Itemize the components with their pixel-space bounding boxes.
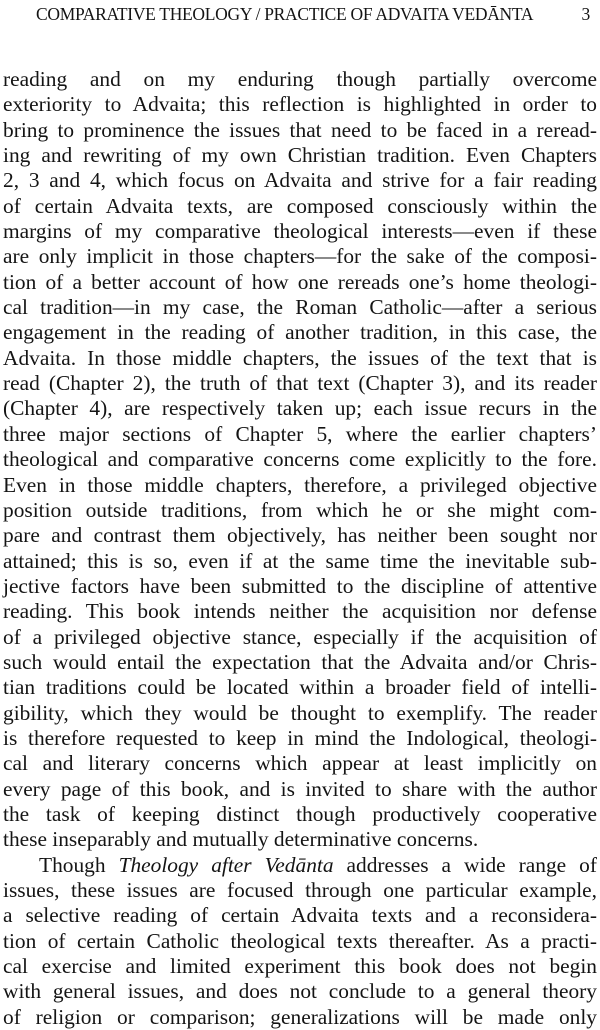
body-text xyxy=(3,67,597,1030)
text-line: 2, 3 and 4, which focus on Advaita and strive for a fair reading xyxy=(3,168,597,193)
text-line: cal exercise and limited experiment this book does not begin xyxy=(3,954,597,979)
text-line: every page of this book, and is invited to share with the author xyxy=(3,776,597,801)
text-line: reading and on my enduring though partially overcome xyxy=(3,67,597,91)
text-line: theological and comparative concerns come explicitly to the fore. xyxy=(3,447,597,472)
text-line: exteriority to Advaita; this reflection is highlighted in order to xyxy=(3,92,597,117)
text-line: of a privileged objective stance, especially if the acquisition of xyxy=(3,624,597,649)
text-line: reading. This book intends neither the acquisition nor defense xyxy=(3,599,597,624)
text-line: a selective reading of certain Advaita texts and a reconsidera- xyxy=(3,903,597,928)
running-title: COMPARATIVE THEOLOGY / PRACTICE OF ADVAITA VEDĀNTA xyxy=(36,4,534,24)
text-line: such would entail the expectation that the Advaita and/or Chris- xyxy=(3,649,597,674)
text-line: the task of keeping distinct though productively cooperative xyxy=(3,801,597,826)
text-fragment: addresses a wide range of xyxy=(333,852,597,877)
text-line: of certain Advaita texts, are composed consciously within the xyxy=(3,193,597,218)
text-line: tion of certain Catholic theological texts thereafter. As a practi- xyxy=(3,928,597,953)
text-line: read (Chapter 2), the truth of that text (Chapter 3), and its reader xyxy=(3,371,597,396)
text-line-first xyxy=(3,853,597,878)
text-line: with general issues, and does not conclude to a general theory xyxy=(3,979,597,1004)
text-line: attained; this is so, even if at the same time the inevitable sub- xyxy=(3,548,597,573)
text-line: (Chapter 4), are respectively taken up; each issue recurs in the xyxy=(3,396,597,421)
paragraph-1 xyxy=(3,67,597,853)
text-line: jective factors have been submitted to the discipline of attentive xyxy=(3,573,597,598)
text-line: is therefore requested to keep in mind the Indological, theologi- xyxy=(3,725,597,750)
text-line: margins of my comparative theological interests—even if these xyxy=(3,219,597,244)
text-line: ing and rewriting of my own Christian tradition. Even Chapters xyxy=(3,143,597,168)
paragraph-2 xyxy=(3,853,597,1030)
text-line: tian traditions could be located within a broader field of intelli- xyxy=(3,675,597,700)
text-line: cal and literary concerns which appear at least implicitly on xyxy=(3,751,597,776)
text-fragment: Though xyxy=(39,852,119,877)
text-line: these inseparably and mutually determinative concerns. xyxy=(3,827,479,852)
text-line: pare and contrast them objectively, has neither been sought nor xyxy=(3,523,597,548)
text-line: tion of a better account of how one rereads one’s home theologi- xyxy=(3,269,597,294)
text-line: gibility, which they would be thought to exemplify. The reader xyxy=(3,700,597,725)
text-line: position outside traditions, from which he or she might com- xyxy=(3,497,597,522)
text-line: three major sections of Chapter 5, where the earlier chapters’ xyxy=(3,421,597,446)
book-title: Theology after Vedānta xyxy=(118,852,334,877)
text-line: are only implicit in those chapters—for the sake of the composi- xyxy=(3,244,597,269)
text-line: Even in those middle chapters, therefore, a privileged objective xyxy=(3,472,597,497)
text-line: bring to prominence the issues that need to be faced in a reread- xyxy=(3,117,597,142)
text-line: of religion or comparison; generalizations will be made only xyxy=(3,1004,597,1029)
text-line: issues, these issues are focused through one particular example, xyxy=(3,878,597,902)
page-number: 3 xyxy=(581,4,590,24)
text-line: engagement in the reading of another tradition, in this case, the xyxy=(3,320,597,345)
running-header xyxy=(36,2,590,26)
text-line: Advaita. In those middle chapters, the issues of the text that is xyxy=(3,345,597,370)
text-line: cal tradition—in my case, the Roman Catholic—after a serious xyxy=(3,295,597,320)
